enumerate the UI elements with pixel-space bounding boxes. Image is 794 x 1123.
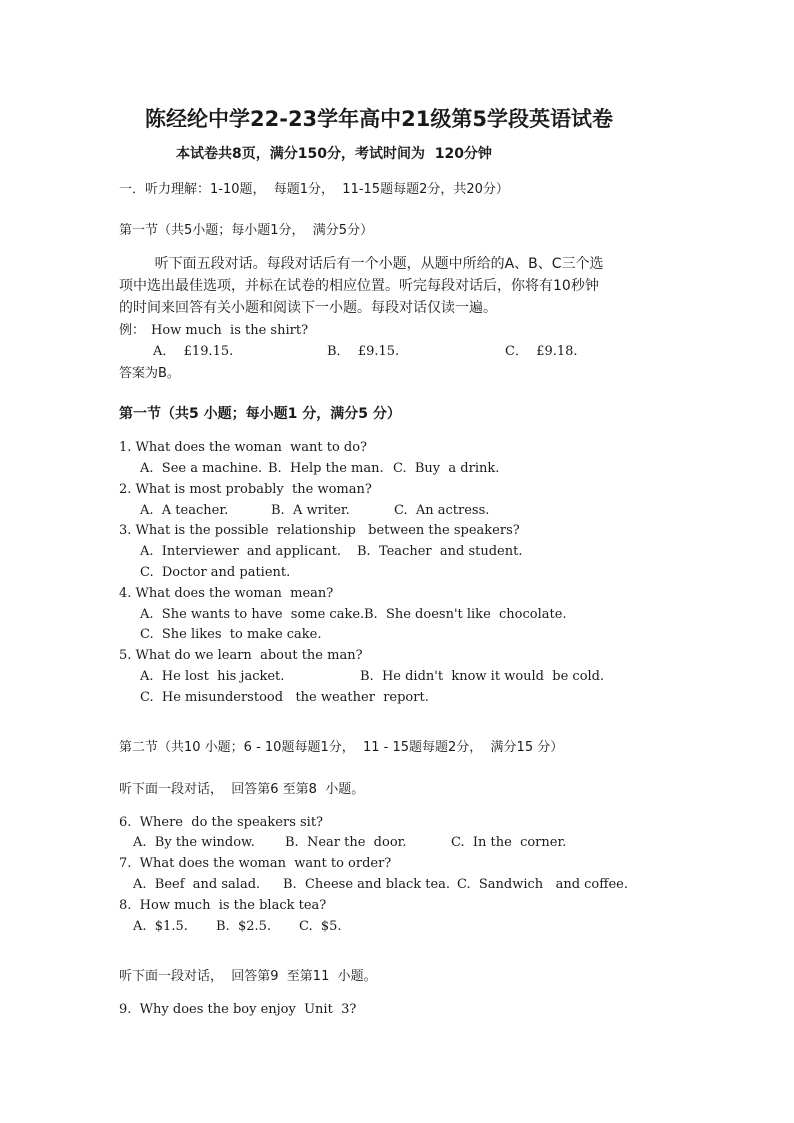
q1-option-a: A. See a machine. <box>140 461 263 476</box>
q3-option-c: C. Doctor and patient. <box>140 565 291 580</box>
q2-stem: 2. What is most probably the woman? <box>119 482 372 497</box>
example-option-c: C． £9.18. <box>505 344 578 359</box>
q4-option-a: A. She wants to have some cake. <box>140 607 365 622</box>
example-option-b: B． £9.15. <box>327 344 400 359</box>
section-c-heading: 第二节（共10 小题；6 - 10题每题1分， 11 - 15题每题2分， 满分15 分） <box>119 740 564 755</box>
example-option-a: A． £19.15. <box>153 344 234 359</box>
q5-option-c: C. He misunderstood the weather report. <box>140 690 429 705</box>
q2-option-b: B. A writer. <box>271 503 350 518</box>
q5-stem: 5. What do we learn about the man? <box>119 648 363 663</box>
q1-stem: 1. What does the woman want to do? <box>119 440 368 455</box>
q7-stem: 7. What does the woman want to order? <box>119 856 392 871</box>
q5-option-a: A. He lost his jacket. <box>140 669 285 684</box>
q3-option-a: A. Interviewer and applicant. <box>140 544 341 559</box>
section-b-heading: 第一节（共5 小题；每小题1 分，满分5 分） <box>119 406 401 422</box>
section-a-heading: 第一节（共5小题；每小题1分， 满分5分） <box>119 223 374 238</box>
q7-option-c: C. Sandwich and coffee. <box>457 877 629 892</box>
example-label: 例： <box>119 323 146 338</box>
q8-option-a: A. $1.5. <box>133 919 188 934</box>
q3-option-b: B. Teacher and student. <box>357 544 523 559</box>
part1-heading: 一．听力理解：1-10题， 每题1分， 11-15题每题2分，共20分） <box>119 182 509 197</box>
q2-option-c: C. An actress. <box>394 503 490 518</box>
instruction-line-3: 的时间来回答有关小题和阅读下一小题。每段对话仅读一遍。 <box>119 300 497 316</box>
exam-title: 陈经纶中学22-23学年高中21级第5学段英语试卷 <box>145 107 613 131</box>
q8-option-c: C. $5. <box>299 919 342 934</box>
q1-option-c: C. Buy a drink. <box>393 461 500 476</box>
q6-option-a: A. By the window. <box>133 835 255 850</box>
instruction-line-1: 听下面五段对话。每段对话后有一个小题，从题中所给的A、B、C三个选 <box>119 256 604 272</box>
instruction-line-2: 项中选出最佳选项，并标在试卷的相应位置。听完每段对话后，你将有10秒钟 <box>119 278 599 294</box>
q3-stem: 3. What is the possible relationship between the speakers? <box>119 523 520 538</box>
q8-stem: 8. How much is the black tea? <box>119 898 327 913</box>
q1-option-b: B. Help the man. <box>268 461 384 476</box>
q7-option-a: A. Beef and salad. <box>133 877 261 892</box>
q7-option-b: B. Cheese and black tea. <box>283 877 451 892</box>
q6-option-c: C. In the corner. <box>451 835 567 850</box>
q4-option-c: C. She likes to make cake. <box>140 627 322 642</box>
q4-stem: 4. What does the woman mean? <box>119 586 334 601</box>
q8-option-b: B. $2.5. <box>216 919 272 934</box>
q9-stem: 9. Why does the boy enjoy Unit 3? <box>119 1002 357 1017</box>
group2-intro: 听下面一段对话， 回答第9 至第11 小题。 <box>119 969 377 984</box>
exam-subtitle: 本试卷共8页，满分150分，考试时间为 120分钟 <box>176 146 492 162</box>
group1-intro: 听下面一段对话， 回答第6 至第8 小题。 <box>119 782 365 797</box>
example-question: How much is the shirt? <box>151 323 309 338</box>
q2-option-a: A. A teacher. <box>140 503 229 518</box>
example-answer: 答案为B。 <box>119 366 180 381</box>
q6-stem: 6. Where do the speakers sit? <box>119 815 324 830</box>
q4-option-b: B. She doesn't like chocolate. <box>364 607 567 622</box>
q5-option-b: B. He didn't know it would be cold. <box>360 669 605 684</box>
q6-option-b: B. Near the door. <box>285 835 407 850</box>
